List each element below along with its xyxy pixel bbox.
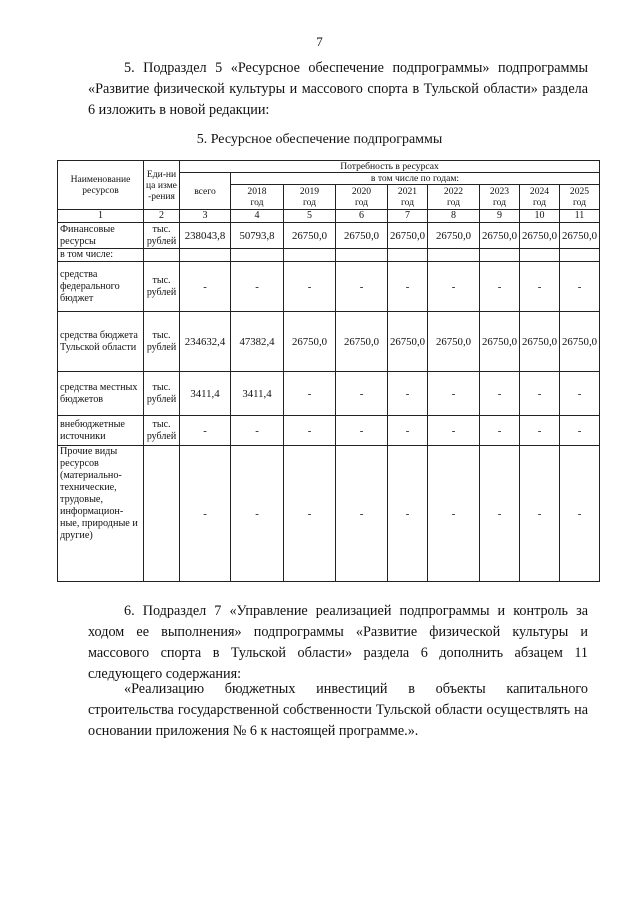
value-cell: - bbox=[428, 372, 480, 416]
value-cell: - bbox=[231, 416, 284, 446]
row-unit: тыс. рублей bbox=[144, 312, 180, 372]
value-cell: - bbox=[180, 416, 231, 446]
value-cell: 50793,8 bbox=[231, 223, 284, 249]
value-cell: - bbox=[520, 446, 560, 582]
table-row bbox=[58, 446, 600, 582]
value-cell: - bbox=[231, 262, 284, 312]
empty-cell bbox=[144, 249, 180, 262]
value-cell: 26750,0 bbox=[336, 223, 388, 249]
header-year-suffix: год bbox=[532, 197, 547, 208]
value-cell: - bbox=[336, 446, 388, 582]
header-need: Потребность в ресурсах bbox=[180, 161, 600, 173]
value-cell: - bbox=[336, 416, 388, 446]
header-year-2020 bbox=[336, 185, 388, 210]
value-cell: 234632,4 bbox=[180, 312, 231, 372]
value-cell: 3411,4 bbox=[231, 372, 284, 416]
table-row bbox=[58, 312, 600, 372]
table-row bbox=[58, 223, 600, 249]
value-cell: - bbox=[560, 372, 600, 416]
value-cell: - bbox=[560, 262, 600, 312]
row-name: Финансовые ресурсы bbox=[58, 223, 144, 249]
column-number: 1 bbox=[58, 210, 144, 223]
header-unit: Еди-ница изме-рения bbox=[144, 161, 180, 210]
empty-cell bbox=[520, 249, 560, 262]
value-cell: - bbox=[388, 446, 428, 582]
header-year-2025 bbox=[560, 185, 600, 210]
header-year-suffix: год bbox=[572, 197, 587, 208]
resources-table bbox=[57, 160, 600, 582]
value-cell: - bbox=[520, 262, 560, 312]
empty-cell bbox=[560, 249, 600, 262]
value-cell: 26750,0 bbox=[284, 223, 336, 249]
row-name: средства бюджета Тульской области bbox=[58, 312, 144, 372]
row-name: средства местных бюджетов bbox=[58, 372, 144, 416]
paragraph-7-text: «Реализацию бюджетных инвестиций в объекты капитального строительства государственной собственности Тульской области осуществлять на основании приложения № 6 к настоящей программе.». bbox=[88, 681, 588, 739]
value-cell: - bbox=[284, 446, 336, 582]
paragraph-5-text: 5. Подраздел 5 «Ресурсное обеспечение подпрограммы» подпрограммы «Развитие физической культуры и массового спорта в Тульской области» раздела 6 изложить в новой редакции: bbox=[88, 60, 588, 118]
value-cell: 26750,0 bbox=[520, 312, 560, 372]
header-year-number: 2020 bbox=[351, 186, 372, 197]
value-cell: - bbox=[388, 372, 428, 416]
value-cell: 26750,0 bbox=[388, 312, 428, 372]
value-cell: - bbox=[180, 262, 231, 312]
value-cell: - bbox=[284, 416, 336, 446]
header-year-suffix: год bbox=[354, 197, 369, 208]
value-cell: - bbox=[480, 416, 520, 446]
value-cell: - bbox=[480, 372, 520, 416]
header-year-suffix: год bbox=[302, 197, 317, 208]
header-year-number: 2023 bbox=[489, 186, 510, 197]
header-total: всего bbox=[180, 173, 231, 210]
header-by-years: в том числе по годам: bbox=[231, 173, 600, 185]
header-year-number: 2021 bbox=[397, 186, 418, 197]
header-year-number: 2018 bbox=[247, 186, 267, 197]
row-unit: тыс. рублей bbox=[144, 223, 180, 249]
paragraph-6-text: 6. Подраздел 7 «Управление реализацией подпрограммы и контроль за ходом ее выполнения» подпрограммы «Развитие физической культуры и массового спорта в Тульской области» раздела 6 дополнить абзацем 11 следующего содержания: bbox=[88, 603, 588, 682]
value-cell: - bbox=[388, 416, 428, 446]
value-cell: 26750,0 bbox=[284, 312, 336, 372]
row-name: в том числе: bbox=[58, 249, 144, 262]
section-title: 5. Ресурсное обеспечение подпрограммы bbox=[196, 132, 443, 147]
column-number: 4 bbox=[231, 210, 284, 223]
paragraph-6 bbox=[88, 601, 588, 685]
value-cell: - bbox=[388, 262, 428, 312]
value-cell: 47382,4 bbox=[231, 312, 284, 372]
row-unit: тыс. рублей bbox=[144, 372, 180, 416]
table-row bbox=[58, 416, 600, 446]
header-year-2022 bbox=[428, 185, 480, 210]
header-year-suffix: год bbox=[400, 197, 415, 208]
value-cell: 26750,0 bbox=[520, 223, 560, 249]
header-year-suffix: год bbox=[250, 197, 264, 208]
value-cell: 26750,0 bbox=[336, 312, 388, 372]
row-name: средства федерального бюджет bbox=[58, 262, 144, 312]
row-unit: тыс. рублей bbox=[144, 416, 180, 446]
value-cell: - bbox=[560, 416, 600, 446]
header-year-number: 2024 bbox=[529, 186, 550, 197]
header-year-number: 2025 bbox=[569, 186, 590, 197]
column-number: 3 bbox=[180, 210, 231, 223]
value-cell: - bbox=[428, 262, 480, 312]
row-name: Прочие виды ресурсов (материально-технические, трудовые, информацион-ные, природные и другие) bbox=[58, 446, 144, 582]
value-cell: 26750,0 bbox=[428, 223, 480, 249]
value-cell: 238043,8 bbox=[180, 223, 231, 249]
header-resource-name: Наименование ресурсов bbox=[58, 161, 144, 210]
empty-cell bbox=[180, 249, 231, 262]
header-year-suffix: год bbox=[492, 197, 507, 208]
value-cell: 26750,0 bbox=[560, 312, 600, 372]
value-cell: - bbox=[180, 446, 231, 582]
header-year-number: 2022 bbox=[443, 186, 464, 197]
empty-cell bbox=[428, 249, 480, 262]
value-cell: - bbox=[428, 446, 480, 582]
header-year-2018 bbox=[231, 185, 284, 210]
value-cell: - bbox=[560, 446, 600, 582]
empty-cell bbox=[480, 249, 520, 262]
column-number: 7 bbox=[388, 210, 428, 223]
column-number: 8 bbox=[428, 210, 480, 223]
row-unit bbox=[144, 446, 180, 582]
empty-cell bbox=[284, 249, 336, 262]
value-cell: - bbox=[284, 262, 336, 312]
row-name: внебюджетные источники bbox=[58, 416, 144, 446]
value-cell: 3411,4 bbox=[180, 372, 231, 416]
empty-cell bbox=[336, 249, 388, 262]
table-row bbox=[58, 372, 600, 416]
header-year-2021 bbox=[388, 185, 428, 210]
value-cell: - bbox=[336, 262, 388, 312]
header-year-2023 bbox=[480, 185, 520, 210]
table-row bbox=[58, 262, 600, 312]
header-year-2024 bbox=[520, 185, 560, 210]
value-cell: - bbox=[520, 372, 560, 416]
value-cell: 26750,0 bbox=[388, 223, 428, 249]
paragraph-5 bbox=[88, 58, 588, 121]
value-cell: 26750,0 bbox=[480, 312, 520, 372]
empty-cell bbox=[388, 249, 428, 262]
value-cell: 26750,0 bbox=[428, 312, 480, 372]
column-number: 2 bbox=[144, 210, 180, 223]
table-row bbox=[58, 249, 600, 262]
header-year-suffix: год bbox=[446, 197, 461, 208]
row-unit: тыс. рублей bbox=[144, 262, 180, 312]
column-number: 6 bbox=[336, 210, 388, 223]
column-number: 11 bbox=[560, 210, 600, 223]
value-cell: 26750,0 bbox=[560, 223, 600, 249]
value-cell: - bbox=[428, 416, 480, 446]
value-cell: - bbox=[480, 262, 520, 312]
header-year-number: 2019 bbox=[299, 186, 320, 197]
value-cell: - bbox=[520, 416, 560, 446]
value-cell: 26750,0 bbox=[480, 223, 520, 249]
value-cell: - bbox=[231, 446, 284, 582]
column-number: 10 bbox=[520, 210, 560, 223]
value-cell: - bbox=[336, 372, 388, 416]
empty-cell bbox=[231, 249, 284, 262]
value-cell: - bbox=[284, 372, 336, 416]
column-number: 5 bbox=[284, 210, 336, 223]
value-cell: - bbox=[480, 446, 520, 582]
page-number: 7 bbox=[316, 34, 323, 49]
column-number: 9 bbox=[480, 210, 520, 223]
paragraph-7 bbox=[88, 679, 588, 742]
header-year-2019 bbox=[284, 185, 336, 210]
